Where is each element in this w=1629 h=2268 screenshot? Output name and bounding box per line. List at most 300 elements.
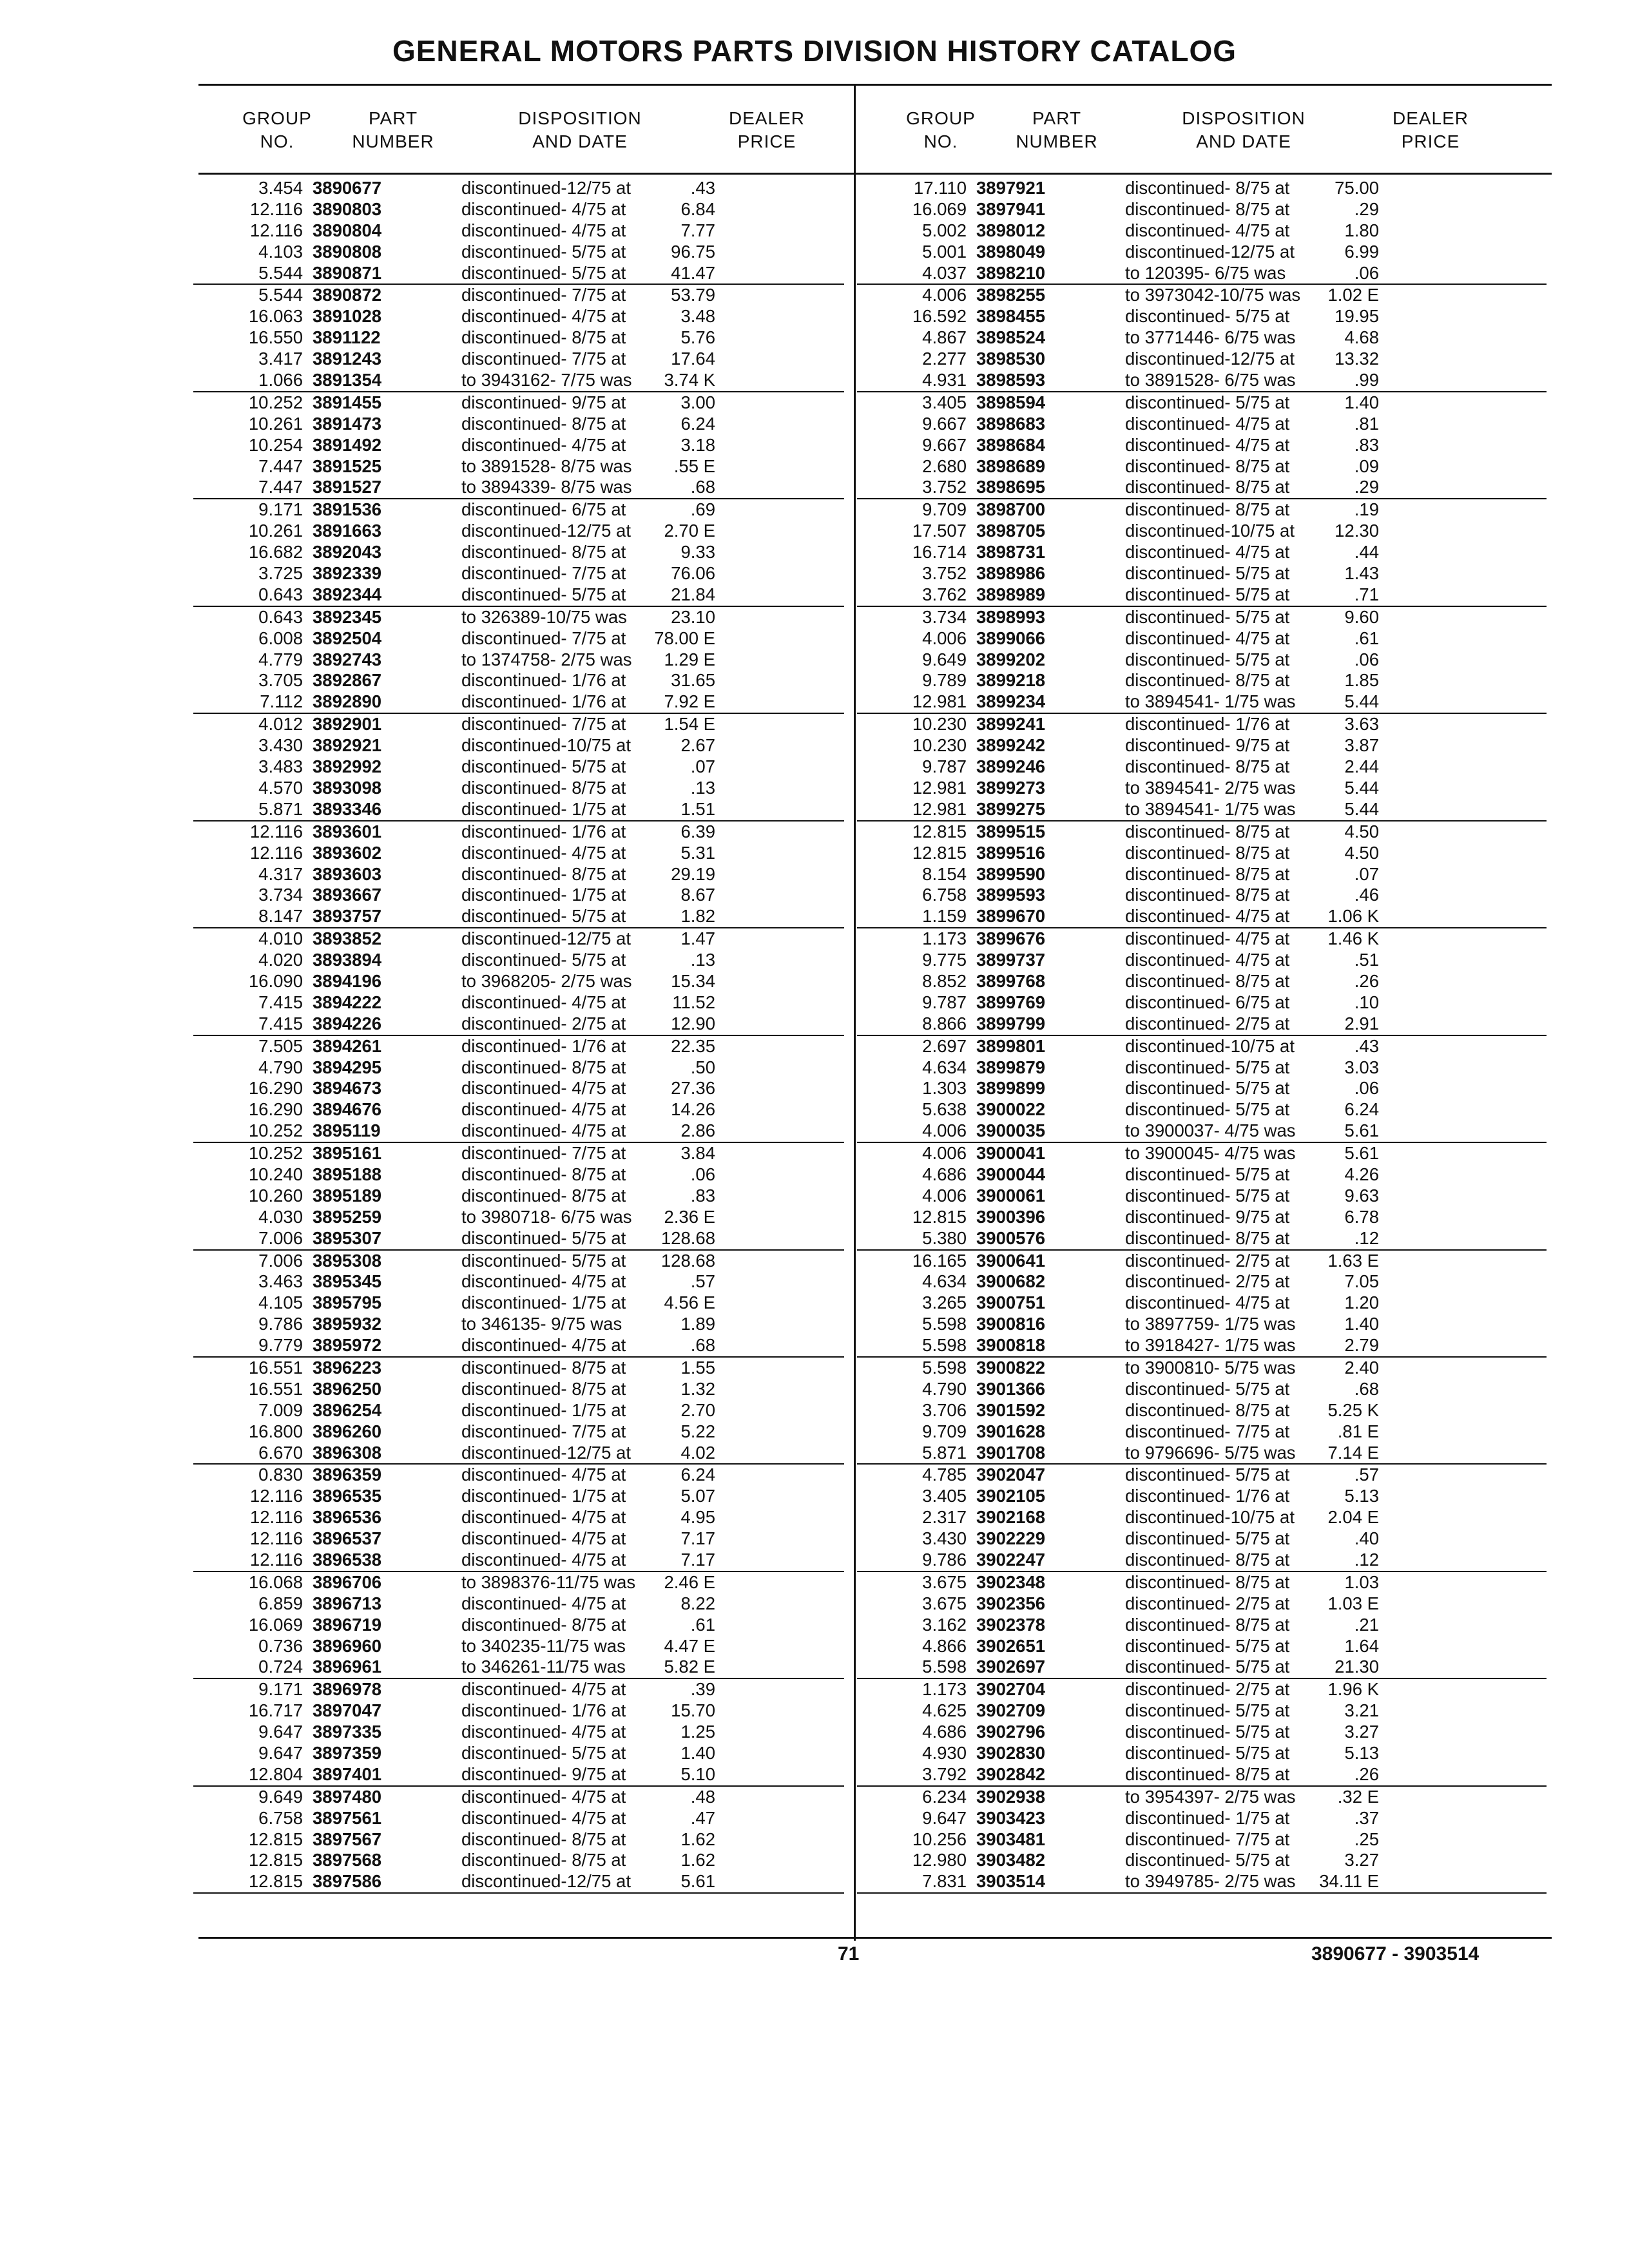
dealer-price: 2.46 E (664, 1571, 715, 1592)
group-number: 3.483 (258, 756, 303, 777)
group-number: 3.675 (922, 1593, 967, 1613)
group-number: 16.068 (248, 1571, 303, 1592)
dealer-price: 4.95 (680, 1507, 715, 1528)
dealer-price: 1.62 (680, 1850, 715, 1870)
group-number: 16.682 (248, 542, 303, 562)
dealer-price: 3.00 (680, 392, 715, 412)
group-number: 3.725 (258, 563, 303, 584)
group-number: 10.252 (248, 1120, 303, 1141)
table-row (857, 456, 1547, 477)
table-row (193, 1871, 844, 1894)
group-number: 1.066 (258, 370, 303, 390)
disposition: discontinued-10/75 at (1125, 521, 1295, 541)
group-number: 10.261 (248, 413, 303, 434)
dealer-price: 8.22 (680, 1593, 715, 1613)
disposition: discontinued- 8/75 at (461, 777, 626, 798)
table-row (193, 649, 844, 671)
dealer-price: .83 (1354, 434, 1379, 455)
part-number: 3901628 (976, 1421, 1046, 1441)
dealer-price: .13 (690, 950, 715, 970)
part-number: 3892339 (313, 563, 382, 584)
group-number: 12.116 (249, 1550, 303, 1570)
disposition: to 120395- 6/75 was (1125, 262, 1286, 283)
disposition: discontinued- 5/75 at (1125, 649, 1290, 669)
dealer-price: 12.90 (671, 1013, 715, 1033)
table-row (193, 199, 844, 220)
dealer-price: 9.33 (680, 542, 715, 562)
table-row (857, 1358, 1547, 1379)
table-row (857, 199, 1547, 220)
disposition: discontinued- 1/76 at (461, 691, 626, 712)
disposition: discontinued- 9/75 at (461, 1763, 626, 1784)
table-row (857, 906, 1547, 928)
part-number: 3895259 (313, 1206, 382, 1227)
table-row (857, 649, 1547, 671)
part-number: 3897047 (313, 1700, 382, 1721)
part-number: 3893894 (313, 950, 382, 970)
dealer-price: .46 (1354, 885, 1379, 905)
disposition: discontinued- 4/75 at (461, 1465, 626, 1485)
group-number: 12.815 (912, 821, 967, 841)
dealer-price: .06 (690, 1164, 715, 1184)
group-number: 12.116 (249, 821, 303, 841)
group-number: 4.317 (258, 863, 303, 884)
table-row (857, 1679, 1547, 1700)
part-number: 3893667 (313, 885, 382, 905)
table-row (857, 670, 1547, 691)
part-number: 3896359 (313, 1465, 382, 1485)
part-number: 3896223 (313, 1357, 382, 1378)
disposition: discontinued- 4/75 at (461, 1679, 626, 1700)
disposition: discontinued- 4/75 at (1125, 220, 1290, 240)
dealer-price: 2.86 (680, 1120, 715, 1141)
disposition: discontinued- 4/75 at (461, 306, 626, 327)
group-number: 4.867 (922, 327, 967, 348)
table-row (857, 1036, 1547, 1057)
disposition: to 3894541- 1/75 was (1125, 691, 1296, 712)
group-number: 3.162 (922, 1614, 967, 1635)
part-number: 3900396 (976, 1206, 1046, 1227)
dealer-price: 17.64 (671, 349, 715, 369)
part-number: 3898530 (976, 349, 1046, 369)
dealer-price: 5.61 (1344, 1120, 1379, 1141)
dealer-price: 6.78 (1344, 1206, 1379, 1227)
disposition: discontinued- 1/75 at (461, 798, 626, 819)
group-number: 10.230 (912, 735, 967, 756)
table-row (857, 370, 1547, 392)
part-number: 3900576 (976, 1227, 1046, 1248)
disposition: to 346135- 9/75 was (461, 1314, 622, 1334)
disposition: discontinued- 8/75 at (1125, 885, 1290, 905)
table-row (193, 392, 844, 414)
disposition: discontinued- 4/75 at (461, 1550, 626, 1570)
group-number: 9.647 (922, 1807, 967, 1828)
table-row (857, 1078, 1547, 1099)
disposition: discontinued- 5/75 at (1125, 1078, 1290, 1099)
dealer-price: 1.82 (680, 906, 715, 927)
group-number: 8.852 (922, 970, 967, 991)
table-row (857, 1615, 1547, 1636)
disposition: discontinued- 4/75 at (461, 1099, 626, 1120)
part-number: 3892867 (313, 670, 382, 691)
disposition: to 340235-11/75 was (461, 1635, 626, 1656)
table-row (857, 1271, 1547, 1293)
disposition: discontinued- 4/75 at (461, 1507, 626, 1528)
group-number: 1.159 (922, 906, 967, 927)
table-row (857, 885, 1547, 906)
dealer-price: 6.99 (1344, 241, 1379, 262)
disposition: discontinued- 4/75 at (1125, 413, 1290, 434)
dealer-price: 23.10 (671, 606, 715, 627)
part-number: 3898210 (976, 262, 1046, 283)
table-row (857, 521, 1547, 542)
group-number: 8.154 (922, 863, 967, 884)
disposition: to 3900810- 5/75 was (1125, 1357, 1296, 1378)
table-row (857, 691, 1547, 714)
table-row (857, 1550, 1547, 1572)
group-number: 5.598 (922, 1357, 967, 1378)
disposition: to 3894541- 1/75 was (1125, 798, 1296, 819)
group-number: 5.380 (922, 1227, 967, 1248)
part-number: 3892344 (313, 584, 382, 604)
group-number: 12.815 (248, 1829, 303, 1849)
dealer-price: 3.74 K (664, 370, 715, 390)
table-row (857, 950, 1547, 971)
dealer-price: 6.24 (680, 413, 715, 434)
disposition: discontinued- 4/75 at (461, 1722, 626, 1742)
dealer-price: 2.36 E (664, 1206, 715, 1227)
dealer-price: 7.05 (1344, 1271, 1379, 1292)
part-number: 3903514 (976, 1871, 1046, 1892)
table-row (193, 349, 844, 370)
table-row (857, 1528, 1547, 1550)
part-number: 3900641 (976, 1250, 1046, 1271)
dealer-price: .26 (1354, 1763, 1379, 1784)
part-number: 3902105 (976, 1486, 1046, 1506)
part-number: 3895188 (313, 1164, 382, 1184)
part-number: 3902378 (976, 1614, 1046, 1635)
group-number: 3.752 (922, 477, 967, 497)
group-number: 0.830 (258, 1465, 303, 1485)
table-row (857, 1120, 1547, 1143)
part-number: 3890804 (313, 220, 382, 240)
group-number: 12.116 (249, 842, 303, 863)
header-dealer: DEALER PRICE (728, 108, 805, 151)
dealer-price: 4.56 E (664, 1293, 715, 1313)
dealer-price: 5.44 (1344, 777, 1379, 798)
group-number: 6.859 (258, 1593, 303, 1613)
dealer-price: 5.22 (680, 1421, 715, 1441)
group-number: 4.570 (258, 777, 303, 798)
group-number: 5.598 (922, 1657, 967, 1677)
group-number: 3.752 (922, 563, 967, 584)
table-row (857, 1379, 1547, 1400)
table-row (857, 928, 1547, 950)
table-row (193, 521, 844, 542)
dealer-price: .29 (1354, 477, 1379, 497)
dealer-price: .10 (1354, 992, 1379, 1012)
part-number: 3896254 (313, 1399, 382, 1420)
dealer-price: .06 (1354, 262, 1379, 283)
part-number: 3892890 (313, 691, 382, 712)
part-number: 3896537 (313, 1528, 382, 1549)
part-number: 3894261 (313, 1035, 382, 1056)
dealer-price: .13 (690, 777, 715, 798)
part-range: 3890677 - 3903514 (1311, 1943, 1480, 1965)
dealer-price: 1.32 (680, 1378, 715, 1399)
dealer-price: 1.06 K (1327, 906, 1379, 927)
table-row (193, 499, 844, 521)
dealer-price: 5.76 (680, 327, 715, 348)
group-number: 9.787 (922, 756, 967, 777)
group-number: 12.981 (912, 691, 967, 712)
part-number: 3898993 (976, 606, 1046, 627)
group-number: 9.786 (258, 1314, 303, 1334)
group-number: 8.147 (258, 906, 303, 927)
group-number: 4.006 (922, 1143, 967, 1164)
group-number: 9.647 (258, 1722, 303, 1742)
group-number: 10.230 (912, 714, 967, 735)
disposition: discontinued- 8/75 at (1125, 842, 1290, 863)
group-number: 5.544 (258, 262, 303, 283)
group-number: 3.417 (258, 349, 303, 369)
disposition: to 346261-11/75 was (461, 1657, 626, 1677)
group-number: 6.758 (922, 885, 967, 905)
disposition: to 326389-10/75 was (461, 606, 627, 627)
dealer-price: .99 (1354, 370, 1379, 390)
table-row (193, 1400, 844, 1421)
group-number: 12.116 (249, 1528, 303, 1549)
part-number: 3902651 (976, 1635, 1046, 1656)
dealer-price: 15.70 (671, 1700, 715, 1721)
part-number: 3892992 (313, 756, 382, 777)
dealer-price: 31.65 (671, 670, 715, 691)
disposition: to 3897759- 1/75 was (1125, 1314, 1296, 1334)
part-number: 3898594 (976, 392, 1046, 412)
part-number: 3899515 (976, 821, 1046, 841)
part-number: 3900041 (976, 1143, 1046, 1164)
group-number: 9.649 (922, 649, 967, 669)
part-number: 3891243 (313, 349, 382, 369)
group-number: 4.020 (258, 950, 303, 970)
part-number: 3903482 (976, 1850, 1046, 1870)
part-number: 3899218 (976, 670, 1046, 691)
group-number: 5.002 (922, 220, 967, 240)
dealer-price: 22.35 (671, 1035, 715, 1056)
disposition: discontinued- 5/75 at (461, 584, 626, 604)
group-number: 2.277 (922, 349, 967, 369)
group-number: 3.463 (258, 1271, 303, 1292)
group-number: 3.265 (922, 1293, 967, 1313)
dealer-price: 1.02 E (1327, 285, 1379, 305)
dealer-price: 34.11 E (1319, 1871, 1379, 1892)
dealer-price: 1.96 K (1327, 1679, 1379, 1700)
part-number: 3902047 (976, 1465, 1046, 1485)
dealer-price: .81 E (1337, 1421, 1379, 1441)
dealer-price: 5.44 (1344, 798, 1379, 819)
group-number: 5.638 (922, 1099, 967, 1120)
dealer-price: 1.46 K (1327, 928, 1379, 949)
table-row (857, 327, 1547, 349)
dealer-price: 21.30 (1335, 1657, 1379, 1677)
dealer-price: 2.04 E (1327, 1507, 1379, 1528)
disposition: discontinued- 5/75 at (461, 756, 626, 777)
disposition: to 3771446- 6/75 was (1125, 327, 1296, 348)
disposition: discontinued- 7/75 at (461, 285, 626, 305)
dealer-price: 5.13 (1344, 1486, 1379, 1506)
disposition: discontinued- 1/75 at (461, 1293, 626, 1313)
part-number: 3891536 (313, 499, 382, 520)
disposition: discontinued- 9/75 at (1125, 1206, 1290, 1227)
part-number: 3893602 (313, 842, 382, 863)
dealer-price: 2.70 E (664, 521, 715, 541)
dealer-price: .12 (1354, 1227, 1379, 1248)
part-number: 3895932 (313, 1314, 382, 1334)
table-row (193, 1335, 844, 1358)
table-row (193, 1164, 844, 1186)
dealer-price: 5.31 (680, 842, 715, 863)
group-number: 16.290 (248, 1099, 303, 1120)
dealer-price: 3.48 (680, 306, 715, 327)
part-number: 3899242 (976, 735, 1046, 756)
part-number: 3900751 (976, 1293, 1046, 1313)
disposition: discontinued- 5/75 at (1125, 1528, 1290, 1549)
dealer-price: 27.36 (671, 1078, 715, 1099)
table-row (857, 1743, 1547, 1764)
dealer-price: .69 (690, 499, 715, 520)
disposition: discontinued- 5/75 at (1125, 1185, 1290, 1206)
group-number: 12.116 (249, 1507, 303, 1528)
part-number: 3891455 (313, 392, 382, 412)
group-number: 6.670 (258, 1442, 303, 1463)
dealer-price: 2.44 (1344, 756, 1379, 777)
disposition: discontinued- 5/75 at (1125, 1743, 1290, 1763)
part-number: 3899676 (976, 928, 1046, 949)
part-number: 3900022 (976, 1099, 1046, 1120)
dealer-price: 76.06 (671, 563, 715, 584)
dealer-price: 41.47 (671, 262, 715, 283)
disposition: discontinued- 5/75 at (461, 1227, 626, 1248)
table-row (857, 628, 1547, 649)
group-number: 9.649 (258, 1786, 303, 1807)
part-number: 3891527 (313, 477, 382, 497)
dealer-price: .25 (1354, 1829, 1379, 1849)
table-row (857, 1764, 1547, 1787)
group-number: 4.866 (922, 1635, 967, 1656)
table-row (857, 1787, 1547, 1808)
dealer-price: 9.60 (1344, 606, 1379, 627)
dealer-price: .21 (1354, 1614, 1379, 1635)
part-number: 3895189 (313, 1185, 382, 1206)
table-row (193, 950, 844, 971)
dealer-price: .83 (690, 1185, 715, 1206)
dealer-price: 5.07 (680, 1486, 715, 1506)
group-number: 4.634 (922, 1271, 967, 1292)
group-number: 5.871 (258, 798, 303, 819)
dealer-price: .26 (1354, 970, 1379, 991)
group-number: 2.680 (922, 456, 967, 476)
table-row (193, 1679, 844, 1700)
part-number: 3893346 (313, 798, 382, 819)
dealer-price: 6.84 (680, 198, 715, 219)
part-number: 3895795 (313, 1293, 382, 1313)
group-number: 6.758 (258, 1807, 303, 1828)
table-row (193, 584, 844, 607)
table-row (193, 285, 844, 306)
dealer-price: 6.24 (680, 1465, 715, 1485)
table-row (857, 1099, 1547, 1120)
table-row (193, 1379, 844, 1400)
disposition: discontinued- 4/75 at (461, 1335, 626, 1356)
table-row (857, 756, 1547, 778)
left-parts-column (193, 178, 844, 1894)
group-number: 3.734 (922, 606, 967, 627)
part-number: 3894222 (313, 992, 382, 1012)
dealer-price: 5.44 (1344, 691, 1379, 712)
table-row (857, 306, 1547, 327)
table-row (193, 1743, 844, 1764)
table-row (193, 864, 844, 885)
disposition: discontinued- 1/76 at (461, 670, 626, 691)
part-number: 3897921 (976, 178, 1046, 198)
disposition: discontinued- 5/75 at (1125, 1164, 1290, 1184)
disposition: to 3973042-10/75 was (1125, 285, 1301, 305)
disposition: discontinued-12/75 at (461, 1871, 631, 1892)
group-number: 7.009 (258, 1399, 303, 1420)
group-number: 17.110 (913, 178, 967, 198)
group-number: 9.171 (258, 1679, 303, 1700)
table-row (193, 435, 844, 456)
dealer-price: 19.95 (1335, 306, 1379, 327)
group-number: 4.006 (922, 1120, 967, 1141)
disposition: discontinued- 5/75 at (1125, 306, 1290, 327)
table-row (857, 1207, 1547, 1228)
table-row (857, 1400, 1547, 1421)
part-number: 3896308 (313, 1442, 382, 1463)
part-number: 3902796 (976, 1722, 1046, 1742)
dealer-price: .06 (1354, 649, 1379, 669)
disposition: discontinued- 5/75 at (461, 950, 626, 970)
dealer-price: 128.68 (660, 1227, 715, 1248)
disposition: to 3900037- 4/75 was (1125, 1120, 1296, 1141)
part-number: 3899768 (976, 970, 1046, 991)
table-row (857, 435, 1547, 456)
group-number: 3.430 (258, 735, 303, 756)
table-row (857, 1700, 1547, 1722)
table-row (857, 392, 1547, 414)
group-number: 12.116 (249, 220, 303, 240)
group-number: 3.430 (922, 1528, 967, 1549)
dealer-price: 1.40 (680, 1743, 715, 1763)
group-number: 16.800 (248, 1421, 303, 1441)
table-row (193, 1657, 844, 1679)
group-number: 5.871 (922, 1442, 967, 1463)
group-number: 9.647 (258, 1743, 303, 1763)
table-row (857, 1808, 1547, 1829)
group-number: 4.103 (258, 241, 303, 262)
table-row (857, 971, 1547, 992)
table-row (193, 1486, 844, 1507)
table-row (193, 1228, 844, 1251)
disposition: discontinued- 8/75 at (461, 1378, 626, 1399)
group-number: 5.598 (922, 1314, 967, 1334)
table-row (193, 843, 844, 864)
table-row (193, 477, 844, 499)
group-number: 10.256 (912, 1829, 967, 1849)
header-dealer: DEALER PRICE (1392, 108, 1469, 151)
table-row (857, 778, 1547, 799)
group-number: 0.724 (258, 1657, 303, 1677)
